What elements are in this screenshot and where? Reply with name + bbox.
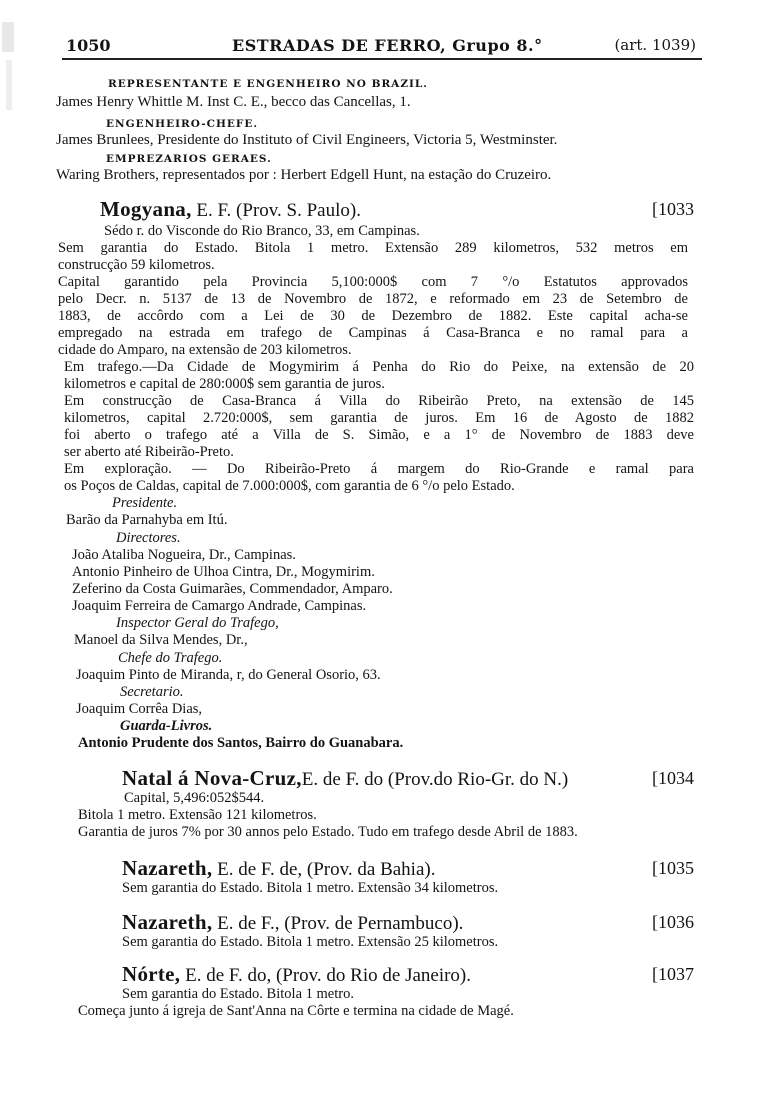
- entry-title: [100, 197, 361, 222]
- text-line: Em construcção de Casa-Branca á Villa do Ribeirão Preto, na extensão de 145: [64, 393, 694, 409]
- text-line: Garantia de juros 7% por 30 annos pelo Estado. Tudo em trafego desde Abril de 1883.: [78, 824, 578, 840]
- entry-subtitle: E. de F. de, (Prov. da Bahia).: [212, 859, 436, 880]
- staff-role: Directores.: [116, 530, 181, 546]
- text-line: construcção 59 kilometros.: [58, 257, 215, 273]
- staff-role: Presidente.: [112, 495, 178, 511]
- running-title: ESTRADAS DE FERRO, Grupo 8.°: [232, 36, 543, 55]
- staff-person: Joaquim Corrêa Dias,: [76, 701, 203, 717]
- entry-number: [1037: [652, 964, 694, 984]
- text-line: pelo Decr. n. 5137 de 13 de Novembro de 1872, e reformado em 23 de Setembro de: [58, 291, 688, 307]
- entry-title: [122, 910, 463, 935]
- page-number: 1050: [66, 36, 111, 55]
- staff-person: Antonio Pinheiro de Ulhoa Cintra, Dr., Mogymirim.: [72, 564, 375, 580]
- section-heading: REPRESENTANTE E ENGENHEIRO NO BRAZIL.: [108, 78, 428, 90]
- staff-role: Secretario.: [120, 684, 184, 700]
- text-line: foi aberto o trafego até a Villa de S. Simão, e a 1° de Novembro de 1883 deve: [64, 427, 694, 443]
- text-line: os Poços de Caldas, capital de 7.000:000$, com garantia de 6 °/o pelo Estado.: [64, 478, 515, 494]
- staff-person: Barão da Parnahyba em Itú.: [66, 512, 228, 528]
- entry-name: Natal á Nova-Cruz,: [122, 766, 302, 790]
- text-line: Sem garantia do Estado. Bitola 1 metro. Extensão 25 kilometros.: [122, 934, 499, 950]
- text-line: empregado na estrada em trafego de Campinas á Casa-Branca e no ramal para a: [58, 325, 688, 341]
- staff-role: Chefe do Trafego.: [118, 650, 223, 666]
- entry-subtitle: E. F. (Prov. S. Paulo).: [191, 200, 361, 221]
- text-line: Capital garantido pela Provincia 5,100:000$ com 7 °/o Estatutos approvados: [58, 274, 688, 290]
- entry-title: [122, 856, 435, 881]
- text-line: Sem garantia do Estado. Bitola 1 metro. Extensão 34 kilometros.: [122, 880, 499, 896]
- text-line: James Henry Whittle M. Inst C. E., becco das Cancellas, 1.: [56, 94, 411, 110]
- text-line: Bitola 1 metro. Extensão 121 kilometros.: [78, 807, 317, 823]
- staff-role: Guarda-Livros.: [120, 718, 213, 734]
- staff-person: Zeferino da Costa Guimarães, Commendador, Amparo.: [72, 581, 393, 597]
- article-reference: (art. 1039): [614, 36, 696, 54]
- entry-title: [122, 962, 471, 987]
- entry-name: Nazareth,: [122, 856, 213, 880]
- header-rule: [62, 58, 702, 60]
- text-line: Sem garantia do Estado. Bitola 1 metro.: [122, 986, 354, 1002]
- staff-person: João Ataliba Nogueira, Dr., Campinas.: [72, 547, 296, 563]
- staff-role: Inspector Geral do Trafego,: [116, 615, 279, 631]
- text-line: Em trafego.—Da Cidade de Mogymirim á Penha do Rio do Peixe, na extensão de 20: [64, 359, 694, 375]
- text-line: cidade do Amparo, na extensão de 203 kilometros.: [58, 342, 352, 358]
- text-line: 1883, de accôrdo com a Lei de 30 de Dezembro de 1882. Este capital acha-se: [58, 308, 688, 324]
- text-line: ser aberto até Ribeirão-Preto.: [64, 444, 234, 460]
- staff-person: Joaquim Ferreira de Camargo Andrade, Campinas.: [72, 598, 367, 614]
- text-line: Waring Brothers, representados por : Herbert Edgell Hunt, na estação do Cruzeiro.: [56, 167, 552, 183]
- text-line: kilometros e capital de 280:000$ sem garantia de juros.: [64, 376, 385, 392]
- margin-stain: [2, 22, 14, 52]
- section-heading: ENGENHEIRO-CHEFE.: [106, 118, 259, 130]
- text-line: Em exploração. — Do Ribeirão-Preto á margem do Rio-Grande e ramal para: [64, 461, 694, 477]
- staff-person: Antonio Prudente dos Santos, Bairro do Guanabara.: [78, 735, 404, 751]
- entry-name: Nórte,: [122, 962, 181, 986]
- section-heading: EMPREZARIOS GERAES.: [106, 153, 272, 165]
- text-line: Capital, 5,496:052$544.: [124, 790, 265, 806]
- entry-number: [1035: [652, 858, 694, 878]
- entry-subtitle: E. de F., (Prov. de Pernambuco).: [212, 913, 464, 934]
- entry-number: [1036: [652, 912, 694, 932]
- entry-number: [1034: [652, 768, 694, 788]
- staff-person: Manoel da Silva Mendes, Dr.,: [74, 632, 248, 648]
- entry-name: Mogyana,: [100, 197, 192, 221]
- text-line: Sédo r. do Visconde do Rio Branco, 33, em Campinas.: [104, 223, 420, 239]
- entry-number: [1033: [652, 199, 694, 219]
- entry-name: Nazareth,: [122, 910, 213, 934]
- margin-stain: [6, 60, 12, 110]
- staff-person: Joaquim Pinto de Miranda, r, do General Osorio, 63.: [76, 667, 381, 683]
- text-line: James Brunlees, Presidente do Instituto of Civil Engineers, Victoria 5, Westminster.: [56, 132, 558, 148]
- entry-subtitle: E. de F. do, (Prov. do Rio de Janeiro).: [180, 965, 472, 986]
- text-line: Sem garantia do Estado. Bitola 1 metro. Extensão 289 kilometros, 532 metros em: [58, 240, 688, 256]
- entry-title: [122, 766, 568, 791]
- text-line: kilometros, capital 2.720:000$, sem garantia de juros. Em 16 de Agosto de 1882: [64, 410, 694, 426]
- text-line: Começa junto á igreja de Sant'Anna na Côrte e termina na cidade de Magé.: [78, 1003, 514, 1019]
- entry-subtitle: E. de F. do (Prov.do Rio-Gr. do N.): [301, 769, 569, 790]
